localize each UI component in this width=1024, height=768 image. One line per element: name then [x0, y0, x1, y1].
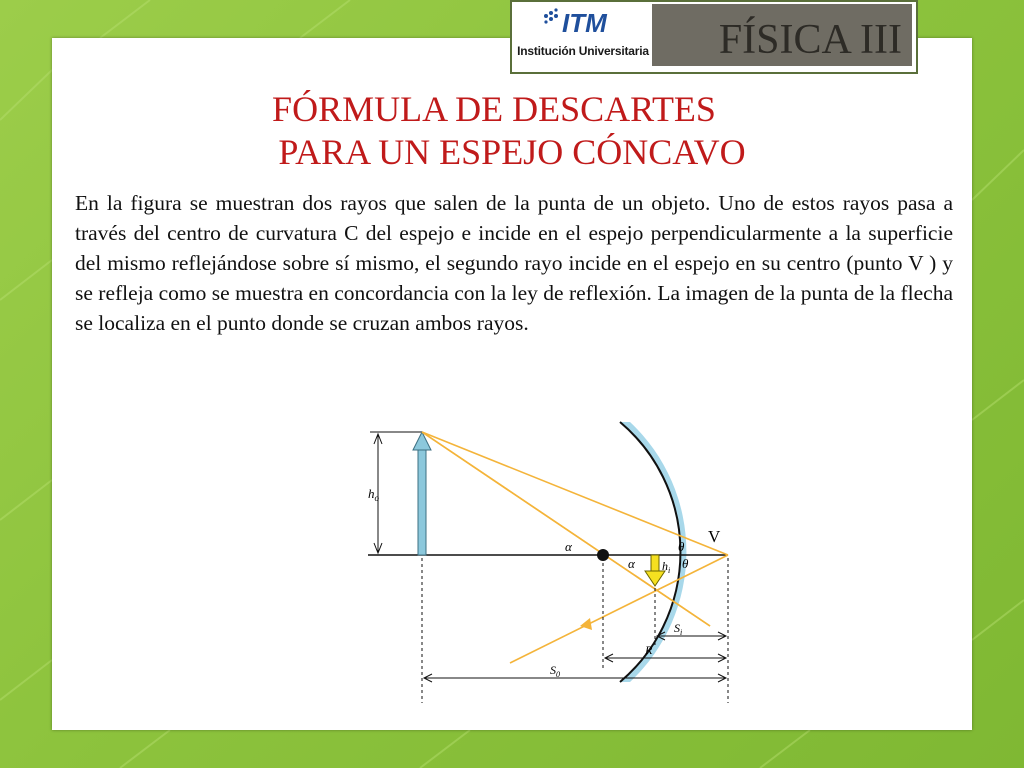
itm-logo-icon: [540, 6, 630, 42]
vertex-label: V: [708, 527, 721, 546]
concave-mirror-diagram: [360, 418, 750, 710]
r-label: R: [645, 643, 653, 657]
page-title: [52, 88, 972, 174]
si-label: $S_i$: [674, 621, 683, 637]
angle-alpha-2: α: [628, 556, 635, 571]
ray-reflected-vertex: [510, 555, 728, 663]
logo-text: Institución Universitaria: [517, 44, 649, 58]
ho-label: $h_o$: [368, 486, 379, 503]
angle-alpha-1: α: [565, 539, 572, 554]
ray-to-vertex: [422, 432, 728, 555]
course-banner: [652, 4, 912, 66]
object-arrow: [413, 432, 431, 555]
so-label: $S_0$: [550, 663, 560, 679]
center-of-curvature-point: [597, 549, 609, 561]
institution-logo: [514, 4, 652, 66]
title-line-2: PARA UN ESPEJO CÓNCAVO: [278, 132, 746, 172]
hi-label: $h_i$: [662, 559, 671, 575]
title-line-1: FÓRMULA DE DESCARTES: [272, 89, 716, 129]
angle-theta-2: θ: [682, 556, 689, 571]
course-title: FÍSICA III: [718, 17, 902, 63]
angle-theta-1: θ: [678, 539, 685, 554]
description-paragraph: En la figura se muestran dos rayos que salen de la punta de un objeto. Uno de estos rayos pasa a través del centro de curvatura C del espejo e incide en el espejo perpendicularmente a la superficie del mismo reflejándose sobre sí mismo, el segundo rayo incide en el espejo en su centro (punto V ) y se refleja como se muestra en concordancia con la ley de reflexión. La imagen de la punta de la flecha se localiza en el punto donde se cruzan ambos rayos.: [75, 191, 953, 335]
logo-mark-text: ITM: [562, 8, 607, 38]
